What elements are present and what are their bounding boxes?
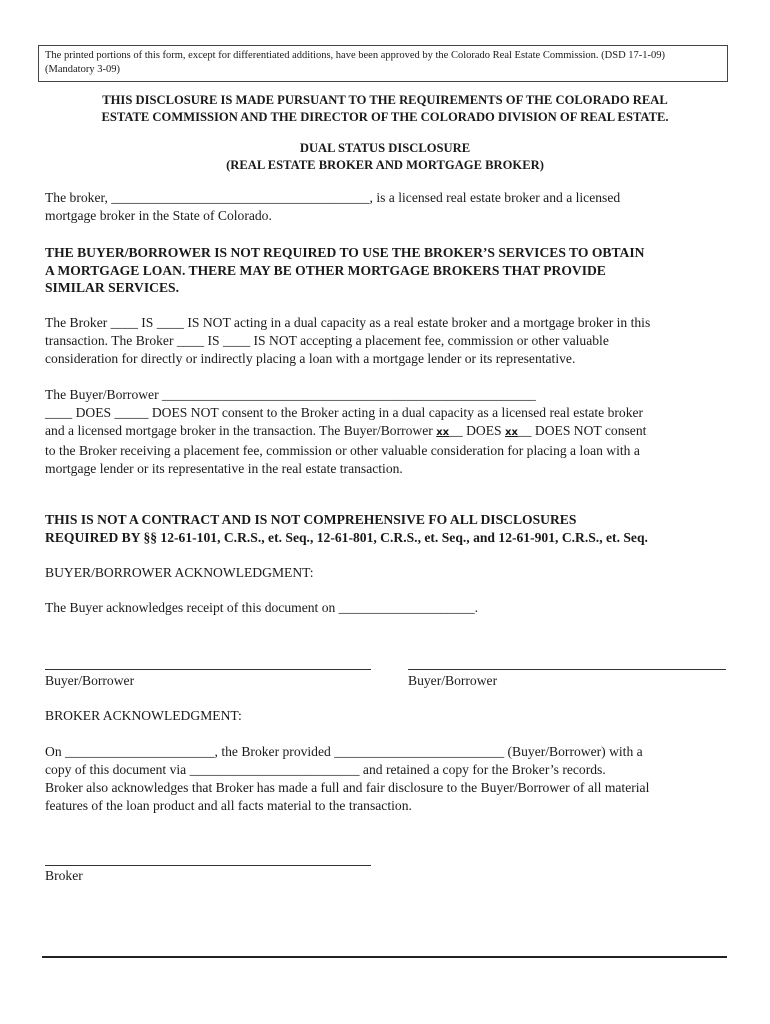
broker-statement-line1: The broker, ______________________________________, is a licensed real estate broker and a licensed	[45, 190, 621, 205]
does-not-consent-mark: xx	[505, 427, 518, 438]
consent-line3-middle: __ DOES	[449, 423, 505, 438]
buyer-signature-line-2[interactable]	[408, 669, 726, 670]
approval-notice-line1: The printed portions of this form, except for differentiated additions, have been approved by the Colorado Real Estate Commission. (DSD 17-1-09)	[45, 50, 666, 61]
dual-capacity-line1: The Broker ____ IS ____ IS NOT acting in a dual capacity as a real estate broker and a mortgage broker in this	[45, 315, 651, 330]
intro-statement	[45, 92, 725, 126]
approval-notice	[38, 45, 728, 82]
title-line2: (REAL ESTATE BROKER AND MORTGAGE BROKER)	[226, 158, 544, 172]
broker-statement	[45, 189, 725, 225]
not-required-notice	[45, 244, 725, 297]
broker-ack-line4: features of the loan product and all facts material to the transaction.	[45, 798, 412, 813]
consent-line1: The Buyer/Borrower _______________________________________________________	[45, 387, 536, 402]
not-required-line3: SIMILAR SERVICES.	[45, 280, 179, 295]
broker-ack-statement	[45, 743, 725, 815]
consent-statement	[45, 386, 725, 478]
not-required-line2: A MORTGAGE LOAN. THERE MAY BE OTHER MORTGAGE BROKERS THAT PROVIDE	[45, 262, 606, 278]
document-title	[45, 140, 725, 174]
dual-capacity-statement	[45, 314, 725, 368]
intro-line1: THIS DISCLOSURE IS MADE PURSUANT TO THE REQUIREMENTS OF THE COLORADO REAL	[102, 93, 668, 107]
not-contract-notice	[45, 511, 725, 546]
bottom-rule-divider	[42, 956, 727, 958]
broker-statement-line2: mortgage broker in the State of Colorado.	[45, 208, 272, 223]
buyer-ack-heading: BUYER/BORROWER ACKNOWLEDGMENT:	[45, 565, 314, 580]
consent-line5: mortgage lender or its representative in the real estate transaction.	[45, 461, 403, 476]
buyer-signature-line-1[interactable]	[45, 669, 371, 670]
broker-ack-line2: copy of this document via _________________________ and retained a copy for the Broker’s records.	[45, 762, 606, 777]
not-contract-line2: REQUIRED BY §§ 12-61-101, C.R.S., et. Seq., 12-61-801, C.R.S., et. Seq., and 12-61-901, C.R.S., et. Seq.	[45, 529, 648, 545]
buyer-signature-label-2: Buyer/Borrower	[408, 673, 498, 688]
approval-notice-line2: (Mandatory 3-09)	[45, 64, 120, 75]
dual-capacity-line2: transaction. The Broker ____ IS ____ IS NOT accepting a placement fee, commission or other valuable	[45, 333, 609, 348]
consent-line3-end: __ DOES NOT consent	[517, 423, 647, 438]
dual-capacity-line3: consideration for directly or indirectly placing a loan with a mortgage lender or its representative.	[45, 351, 576, 366]
broker-signature-label: Broker	[45, 868, 83, 883]
broker-signature-line[interactable]	[45, 865, 371, 866]
consent-line2: ____ DOES _____ DOES NOT consent to the Broker acting in a dual capacity as a licensed real estate broker	[45, 405, 644, 420]
buyer-receipt-statement: The Buyer acknowledges receipt of this document on ____________________.	[45, 600, 479, 615]
not-contract-line1: THIS IS NOT A CONTRACT AND IS NOT COMPREHENSIVE FO ALL DISCLOSURES	[45, 512, 577, 527]
title-line1: DUAL STATUS DISCLOSURE	[299, 141, 471, 155]
broker-ack-line1: On ______________________, the Broker provided _________________________ (Buyer/Borrower) with a	[45, 744, 643, 759]
broker-ack-heading: BROKER ACKNOWLEDGMENT:	[45, 708, 242, 723]
not-required-line1: THE BUYER/BORROWER IS NOT REQUIRED TO USE THE BROKER’S SERVICES TO OBTAIN	[45, 245, 645, 260]
consent-line4: to the Broker receiving a placement fee, commission or other valuable consideration for placing a loan with a	[45, 443, 640, 458]
broker-ack-line3: Broker also acknowledges that Broker has made a full and fair disclosure to the Buyer/Borrower of all material	[45, 780, 650, 795]
does-consent-mark: xx	[436, 427, 450, 438]
consent-line3	[45, 422, 725, 442]
intro-line2: ESTATE COMMISSION AND THE DIRECTOR OF THE COLORADO DIVISION OF REAL ESTATE.	[101, 110, 669, 124]
buyer-signature-label-1: Buyer/Borrower	[45, 673, 135, 688]
consent-line3-start: and a licensed mortgage broker in the transaction. The Buyer/Borrower	[45, 423, 437, 438]
